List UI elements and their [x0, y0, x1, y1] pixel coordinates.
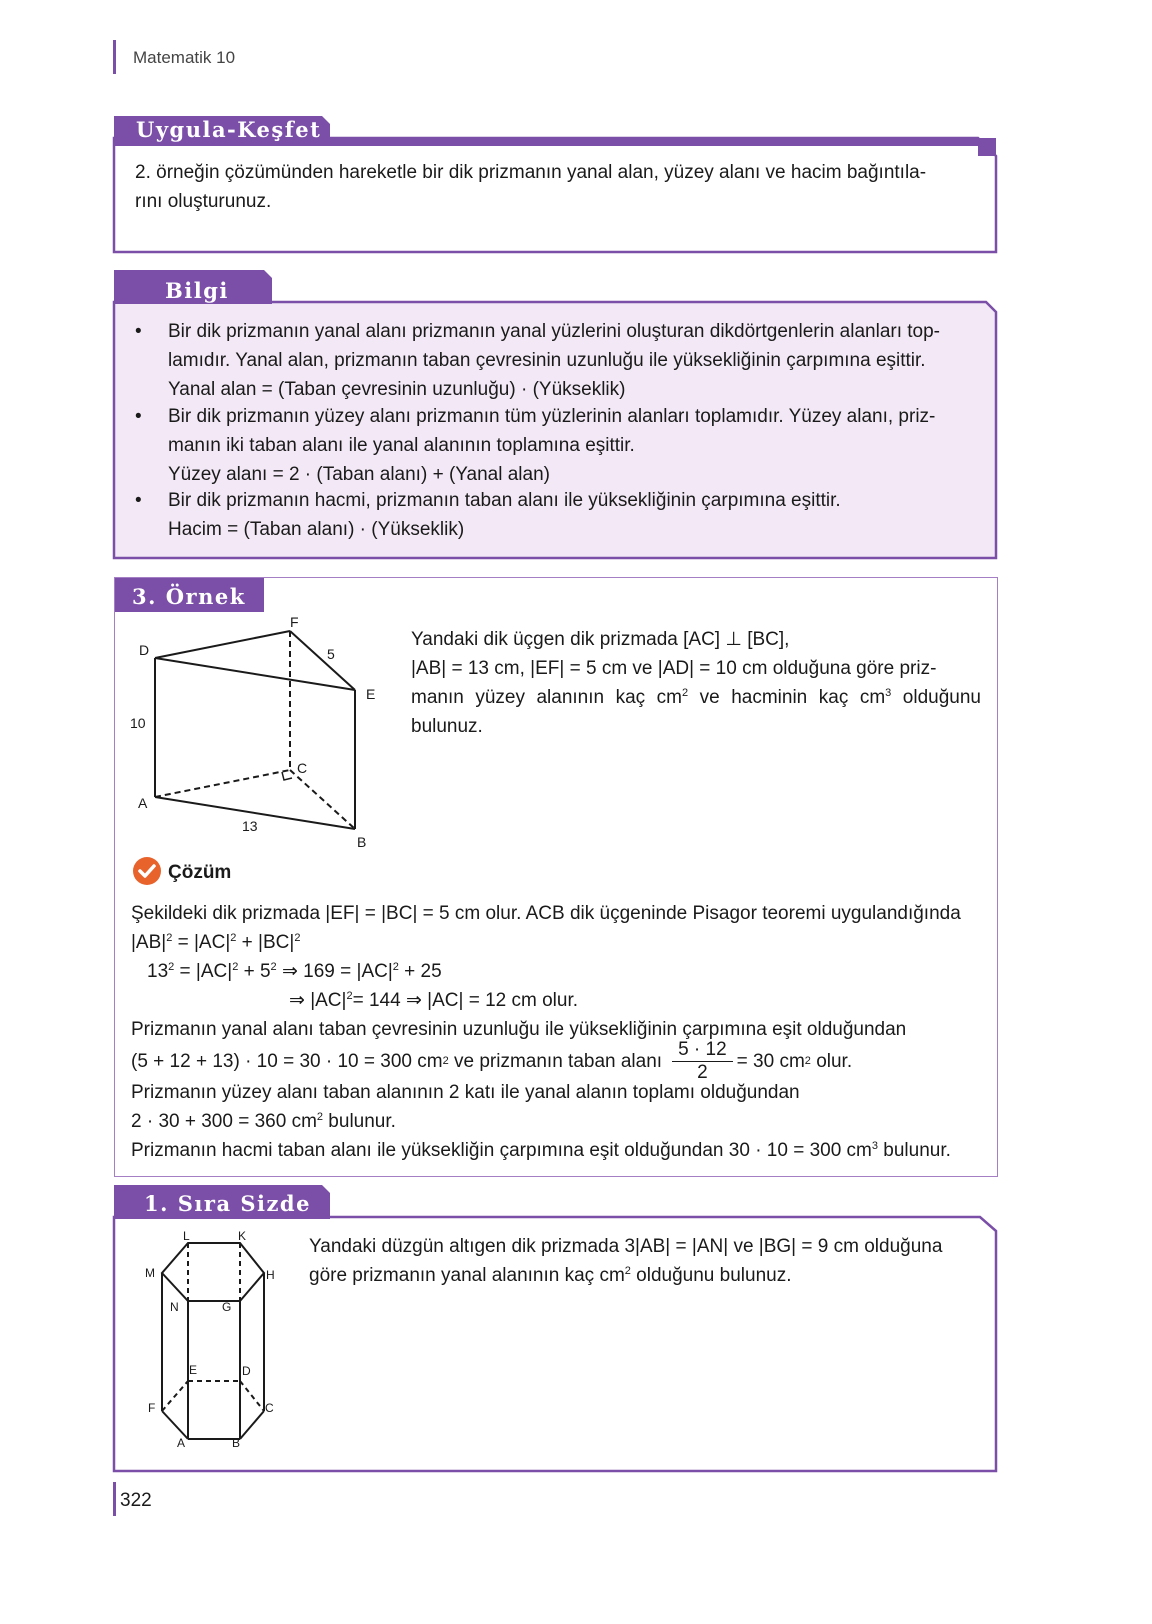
- hex-label-D: D: [242, 1364, 251, 1378]
- subject-title: Matematik 10: [133, 48, 236, 67]
- bilgi-item-2-formula: Yüzey alanı = 2 · (Taban alanı) + (Yanal alan): [168, 464, 550, 485]
- hex-label-F: F: [148, 1401, 156, 1415]
- uygula-line-1: 2. örneğin çözümünden hareketle bir dik prizmanın yanal alan, yüzey alanı ve hacim bağıntıla-: [135, 162, 927, 183]
- prism-label-A: A: [138, 795, 148, 811]
- prism-label-5: 5: [327, 646, 335, 662]
- ornek-title: 3. Örnek: [132, 584, 246, 609]
- sira-line-2: göre prizmanın yanal alanının kaç $cm^2$ olduğunu bulunuz.: [309, 1265, 792, 1286]
- ornek-question-line-4: bulunuz.: [411, 716, 483, 737]
- hex-label-K: K: [238, 1229, 247, 1243]
- bilgi-item-3-formula: Hacim = (Taban alanı) · (Yükseklik): [168, 519, 465, 540]
- hex-label-N: N: [170, 1300, 179, 1314]
- ornek-question-line-1: Yandaki dik üçgen dik prizmada [AC] ⊥ [BC],: [411, 629, 790, 650]
- uygula-text: [135, 158, 985, 216]
- bullet-icon: •: [135, 406, 142, 427]
- ornek-question-line-2: |AB| = 13 cm, |EF| = 5 cm ve |AD| = 10 cm olduğuna göre priz-: [411, 658, 937, 679]
- bilgi-title: Bilgi: [165, 278, 229, 303]
- base-area-fraction: $\frac{5 \cdot 12}{2}$: [672, 1039, 733, 1084]
- prism-label-F: F: [290, 614, 299, 630]
- ornek-question-line-3: manın yüzey alanının kaç $cm^2$ ve hacminin kaç $cm^3$ olduğunu: [411, 687, 981, 708]
- bilgi-item-1-line-2: lamıdır. Yanal alan, prizmanın taban çevresinin uzunluğu ile yüksekliğinin çarpımına eşittir.: [168, 350, 926, 371]
- bullet-icon: •: [135, 490, 142, 511]
- prism-label-E: E: [366, 686, 376, 702]
- hex-label-M: M: [145, 1266, 155, 1280]
- hex-label-H: H: [266, 1268, 275, 1282]
- solution-line-6: (5 + 12 + 13) · 10 = 30 · 10 = 300 cm 2 ve prizmanın taban alanı $\frac{5 \cdot 12}{2}$ = 30 cm 2 olur.: [131, 1038, 853, 1083]
- hex-label-L: L: [183, 1229, 190, 1243]
- bilgi-item-3-line-1: Bir dik prizmanın hacmi, prizmanın taban alanı ile yüksekliğinin çarpımına eşittir.: [168, 490, 841, 511]
- hex-label-A: A: [177, 1436, 186, 1450]
- solution-line-1: Şekildeki dik prizmada |EF| = |BC| = 5 cm olur. ACB dik üçgeninde Pisagor teoremi uygulandığında: [131, 903, 961, 924]
- sira-title: 1. Sıra Sizde: [144, 1191, 311, 1216]
- hexagonal-prism-figure: [140, 1225, 290, 1455]
- prism-label-B: B: [357, 834, 367, 850]
- bilgi-item-2-line-1: Bir dik prizmanın yüzey alanı prizmanın tüm yüzlerinin alanları toplamıdır. Yüzey alanı, priz-: [168, 406, 936, 427]
- page-number: 322: [120, 1490, 152, 1511]
- bilgi-item-3: [135, 486, 1015, 544]
- hex-label-G: G: [222, 1300, 232, 1314]
- solution-line-8: 2 · 30 + 300 = 360 $cm^2$ bulunur.: [131, 1111, 396, 1132]
- solution-line-4: ⇒ $|AC|^2= 144$ ⇒ |AC| = 12 cm olur.: [289, 990, 578, 1011]
- solution-line-3: $13^2 = |AC|^2 + 5^2$ ⇒ $169 = |AC|^2 + 25$: [147, 961, 442, 982]
- bilgi-item-2-line-2: manın iki taban alanı ile yanal alanının toplamına eşittir.: [168, 435, 635, 456]
- solution-line-9: Prizmanın hacmi taban alanı ile yüksekliğin çarpımına eşit olduğundan 30 · 10 = 300 $cm^3$ bulunur.: [131, 1140, 951, 1161]
- prism-label-13: 13: [242, 818, 258, 834]
- prism-label-10: 10: [130, 715, 146, 731]
- uygula-line-2: rını oluşturunuz.: [135, 191, 272, 212]
- footer-accent-bar: [113, 1482, 116, 1516]
- bilgi-item-1: [135, 317, 1015, 404]
- bilgi-item-1-formula: Yanal alan = (Taban çevresinin uzunluğu) · (Yükseklik): [168, 379, 626, 400]
- solution-line-7: Prizmanın yüzey alanı taban alanının 2 katı ile yanal alanın toplamı olduğundan: [131, 1082, 800, 1103]
- bilgi-item-2: [135, 402, 1015, 489]
- prism-label-D: D: [139, 642, 150, 658]
- solution-text: [131, 899, 991, 1165]
- prism-label-C: C: [297, 760, 308, 776]
- sira-line-1: Yandaki düzgün altıgen dik prizmada 3|AB| = |AN| ve |BG| = 9 cm olduğuna: [309, 1236, 943, 1257]
- bilgi-item-1-line-1: Bir dik prizmanın yanal alanı prizmanın yanal yüzlerini oluşturan dikdörtgenlerin alanları top-: [168, 321, 941, 342]
- hex-label-E: E: [189, 1363, 198, 1377]
- header-accent-bar: [113, 40, 116, 74]
- hex-label-C: C: [265, 1401, 274, 1415]
- solution-line-5: Prizmanın yanal alanı taban çevresinin uzunluğu ile yüksekliğinin çarpımına eşit olduğundan: [131, 1019, 907, 1040]
- uygula-title: Uygula-Keşfet: [136, 117, 322, 142]
- ornek-question: [411, 625, 981, 741]
- solution-line-2: $|AB|^2 = |AC|^2 + |BC|^2$: [131, 932, 301, 953]
- sira-text: [309, 1232, 989, 1290]
- hex-label-B: B: [232, 1436, 241, 1450]
- cozum-label: Çözüm: [168, 862, 232, 883]
- bullet-icon: •: [135, 321, 142, 342]
- check-icon: [132, 856, 162, 886]
